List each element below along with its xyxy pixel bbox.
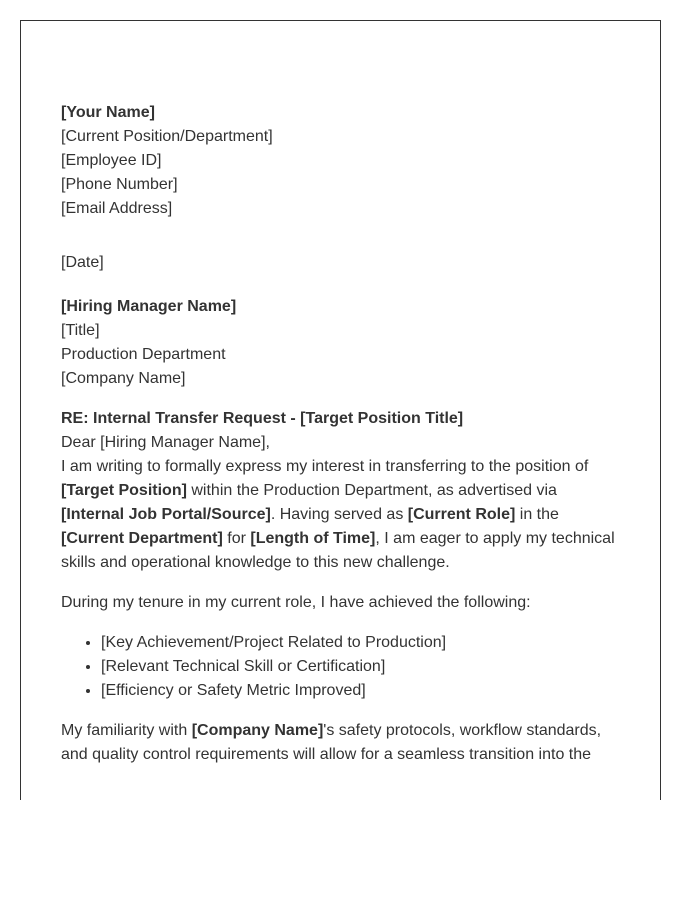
familiarity-paragraph [61, 719, 621, 767]
sender-name: [Your Name] [61, 104, 155, 121]
company-name: [Company Name] [191, 722, 324, 739]
subject-line: RE: Internal Transfer Request - [Target Position Title] [61, 410, 464, 427]
intro-text-1: I am writing to formally express my interest in transferring to the position of [61, 458, 589, 475]
list-item: • [Efficiency or Safety Metric Improved] [101, 679, 621, 703]
intro-text-5: for [222, 530, 251, 547]
recipient-company: [Company Name] [61, 370, 186, 387]
intro-text-2: within the Production Department, as advertised via [186, 482, 557, 499]
intro-paragraph [61, 455, 621, 575]
sender-employee-id: [Employee ID] [61, 152, 162, 169]
achievements-list [61, 631, 621, 703]
target-position: [Target Position] [61, 482, 187, 499]
letter-content [61, 101, 621, 767]
familiarity-text-1: My familiarity with [61, 722, 192, 739]
recipient-name: [Hiring Manager Name] [61, 298, 237, 315]
job-source: [Internal Job Portal/Source] [61, 506, 271, 523]
intro-text-4: in the [515, 506, 559, 523]
recipient-block [61, 295, 621, 391]
length-of-time: [Length of Time] [250, 530, 376, 547]
recipient-department: Production Department [61, 346, 226, 363]
sender-email: [Email Address] [61, 200, 173, 217]
current-role: [Current Role] [407, 506, 516, 523]
letter-date: [Date] [61, 254, 104, 271]
intro-text-6: , I am eager to apply my technical skills and operational knowledge to this new challenge. [61, 530, 615, 571]
recipient-title: [Title] [61, 322, 100, 339]
list-item: • [Key Achievement/Project Related to Production] [101, 631, 621, 655]
intro-text-3: . Having served as [270, 506, 408, 523]
tenure-paragraph: During my tenure in my current role, I have achieved the following: [61, 594, 531, 611]
sender-block [61, 101, 621, 221]
familiarity-text-2: 's safety protocols, workflow standards, and quality control requirements will allow for a seamless transition into the [61, 722, 602, 763]
current-department: [Current Department] [61, 530, 223, 547]
greeting: Dear [Hiring Manager Name], [61, 434, 270, 451]
sender-position: [Current Position/Department] [61, 128, 273, 145]
sender-phone: [Phone Number] [61, 176, 178, 193]
letter-page [20, 20, 661, 800]
list-item: • [Relevant Technical Skill or Certification] [101, 655, 621, 679]
